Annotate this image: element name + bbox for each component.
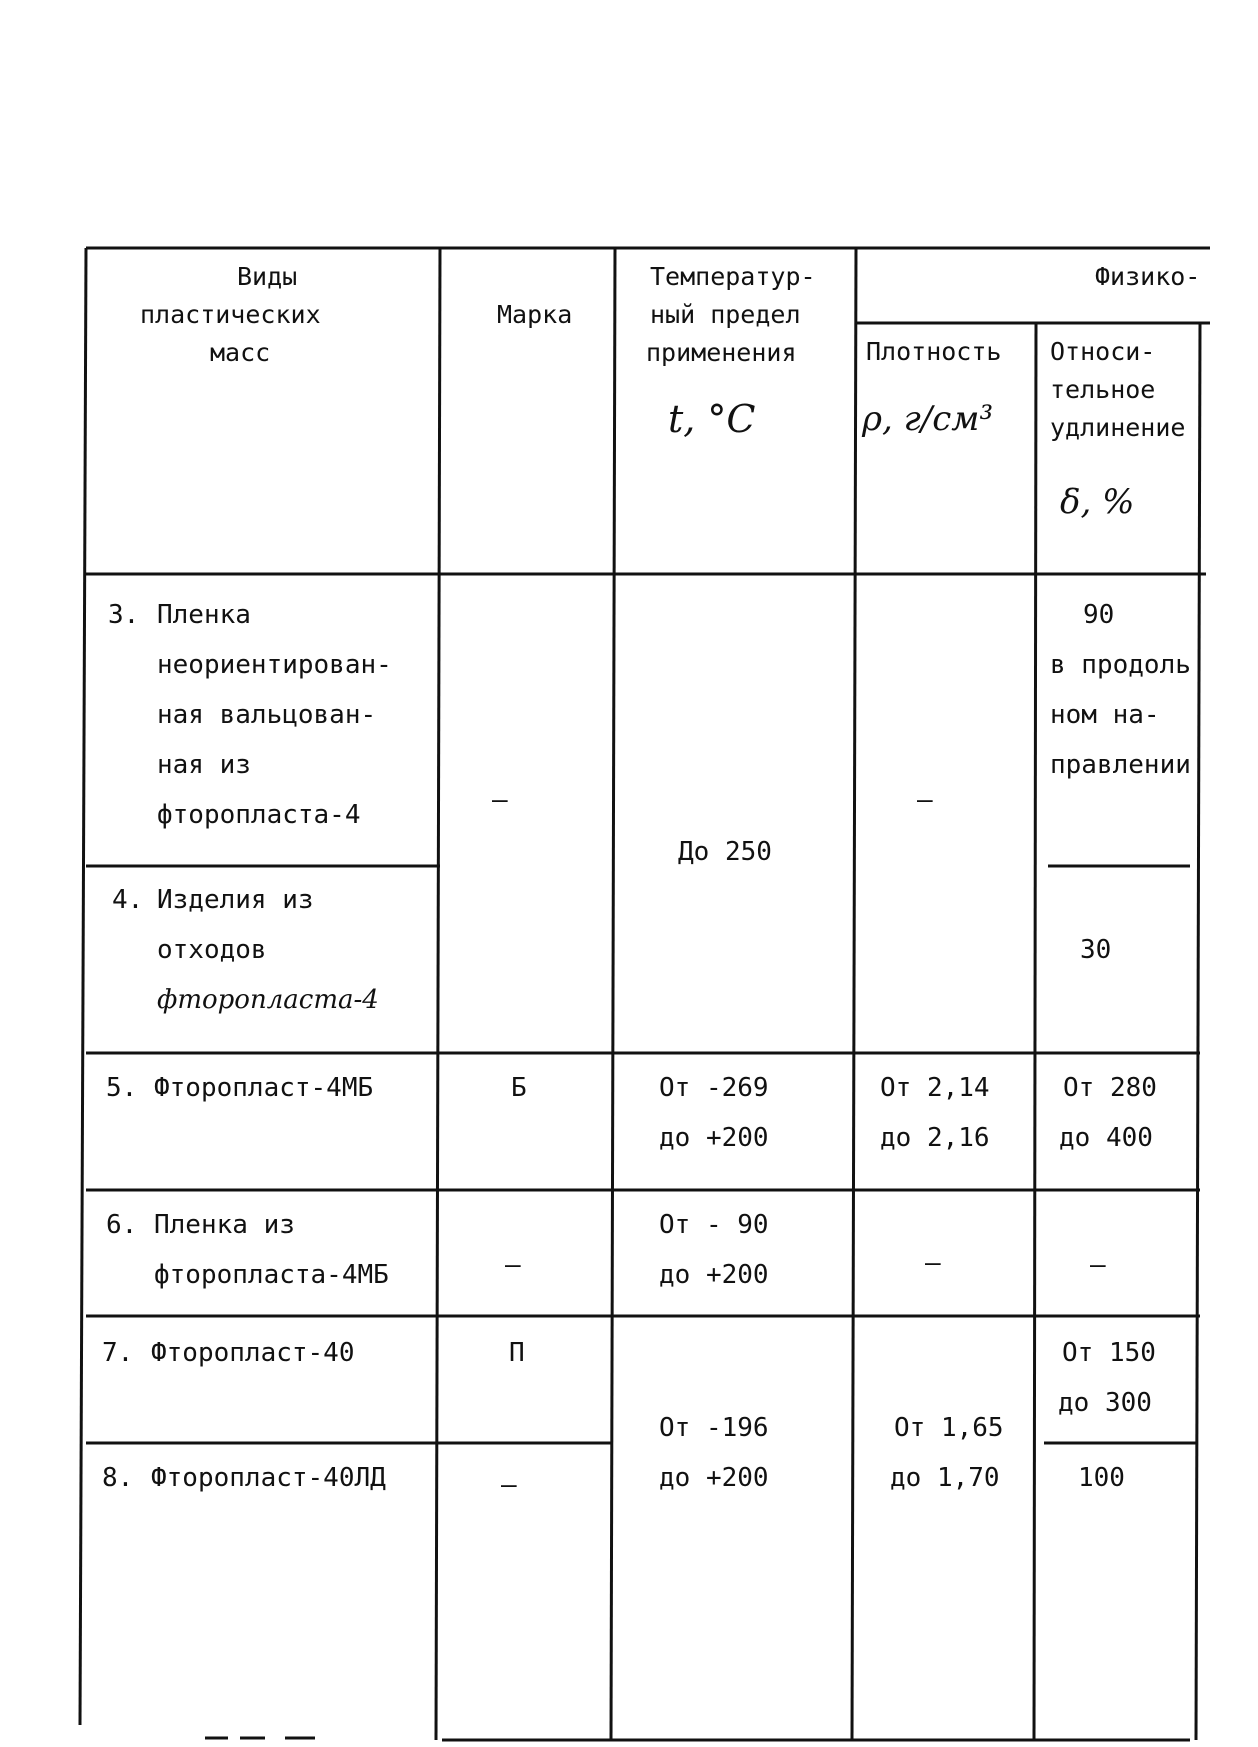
header-types-line2: пластических — [140, 300, 321, 329]
elong-value: до 400 — [1059, 1123, 1153, 1153]
row-name-line: ная из — [157, 750, 251, 780]
grade-value: Б — [511, 1073, 527, 1103]
elong-value: — — [1090, 1250, 1106, 1280]
row-name-line: неориентирован- — [157, 650, 392, 680]
row-name-line: отходов — [157, 935, 267, 965]
header-temp-line2: ный предел — [650, 300, 801, 329]
row-number: 4. — [112, 885, 144, 915]
header-elong-line3: удлинение — [1050, 413, 1186, 442]
grade-value: — — [505, 1250, 521, 1280]
density-value: От 2,14 — [880, 1073, 990, 1103]
header-elong-line1: Относи- — [1050, 337, 1156, 366]
temp-value: до +200 — [659, 1123, 769, 1153]
row-name-line: Изделия из — [157, 885, 314, 915]
elong-value: От 280 — [1063, 1073, 1157, 1103]
density-value: — — [917, 785, 933, 815]
temp-value: От -269 — [659, 1073, 769, 1103]
temp-value: До 250 — [678, 837, 772, 867]
row-name: Фторопласт-40 — [151, 1338, 355, 1368]
header-temp-symbol: t, °C — [668, 397, 756, 441]
header-density: Плотность — [866, 337, 1002, 366]
row-name: Фторопласт-4МБ — [154, 1073, 374, 1103]
header-group-label: Физико- — [1095, 262, 1201, 291]
grade-value: — — [501, 1470, 517, 1500]
row-name-line: Пленка из — [154, 1210, 295, 1240]
elong-value: ном на- — [1050, 700, 1160, 730]
temp-value: От - 90 — [659, 1210, 769, 1240]
temp-value: до +200 — [659, 1463, 769, 1493]
header-elong-symbol: δ, % — [1060, 482, 1135, 522]
header-types-line3: масс — [210, 338, 271, 367]
row-number: 5. — [106, 1073, 138, 1103]
row-name-line: фторопласта-4МБ — [154, 1260, 389, 1290]
row-name-line: Пленка — [157, 600, 251, 630]
density-value: до 1,70 — [890, 1463, 1000, 1493]
elong-value: 30 — [1080, 935, 1112, 965]
row-name: Фторопласт-40ЛД — [151, 1463, 386, 1493]
row-name-line: фторопласта-4 — [157, 800, 361, 830]
grade-value: П — [509, 1338, 525, 1368]
row-name-line: ная вальцован- — [157, 700, 377, 730]
header-grade: Марка — [497, 300, 573, 329]
header-elong-line2: тельное — [1050, 375, 1156, 404]
temp-value: От -196 — [659, 1413, 769, 1443]
density-value: до 2,16 — [880, 1123, 990, 1153]
row-number: 8. — [102, 1463, 134, 1493]
header-density-symbol: ρ, г/см³ — [862, 399, 994, 439]
row-number: 7. — [102, 1338, 134, 1368]
elong-value: в продоль — [1050, 650, 1191, 680]
density-value: — — [925, 1248, 941, 1278]
header-temp-line1: Температур- — [650, 262, 816, 291]
density-value: От 1,65 — [894, 1413, 1004, 1443]
grade-value: — — [492, 785, 508, 815]
elong-value: 90 — [1083, 600, 1115, 630]
elong-value: до 300 — [1058, 1388, 1152, 1418]
header-temp-line3: применения — [646, 338, 797, 367]
row-number: 3. — [108, 600, 140, 630]
elong-value: 100 — [1078, 1463, 1125, 1493]
row-name-line: фторопласта-4 — [157, 985, 379, 1015]
row-number: 6. — [106, 1210, 138, 1240]
temp-value: до +200 — [659, 1260, 769, 1290]
elong-value: правлении — [1050, 750, 1191, 780]
elong-value: От 150 — [1062, 1338, 1156, 1368]
header-types-line1: Виды — [237, 262, 298, 291]
